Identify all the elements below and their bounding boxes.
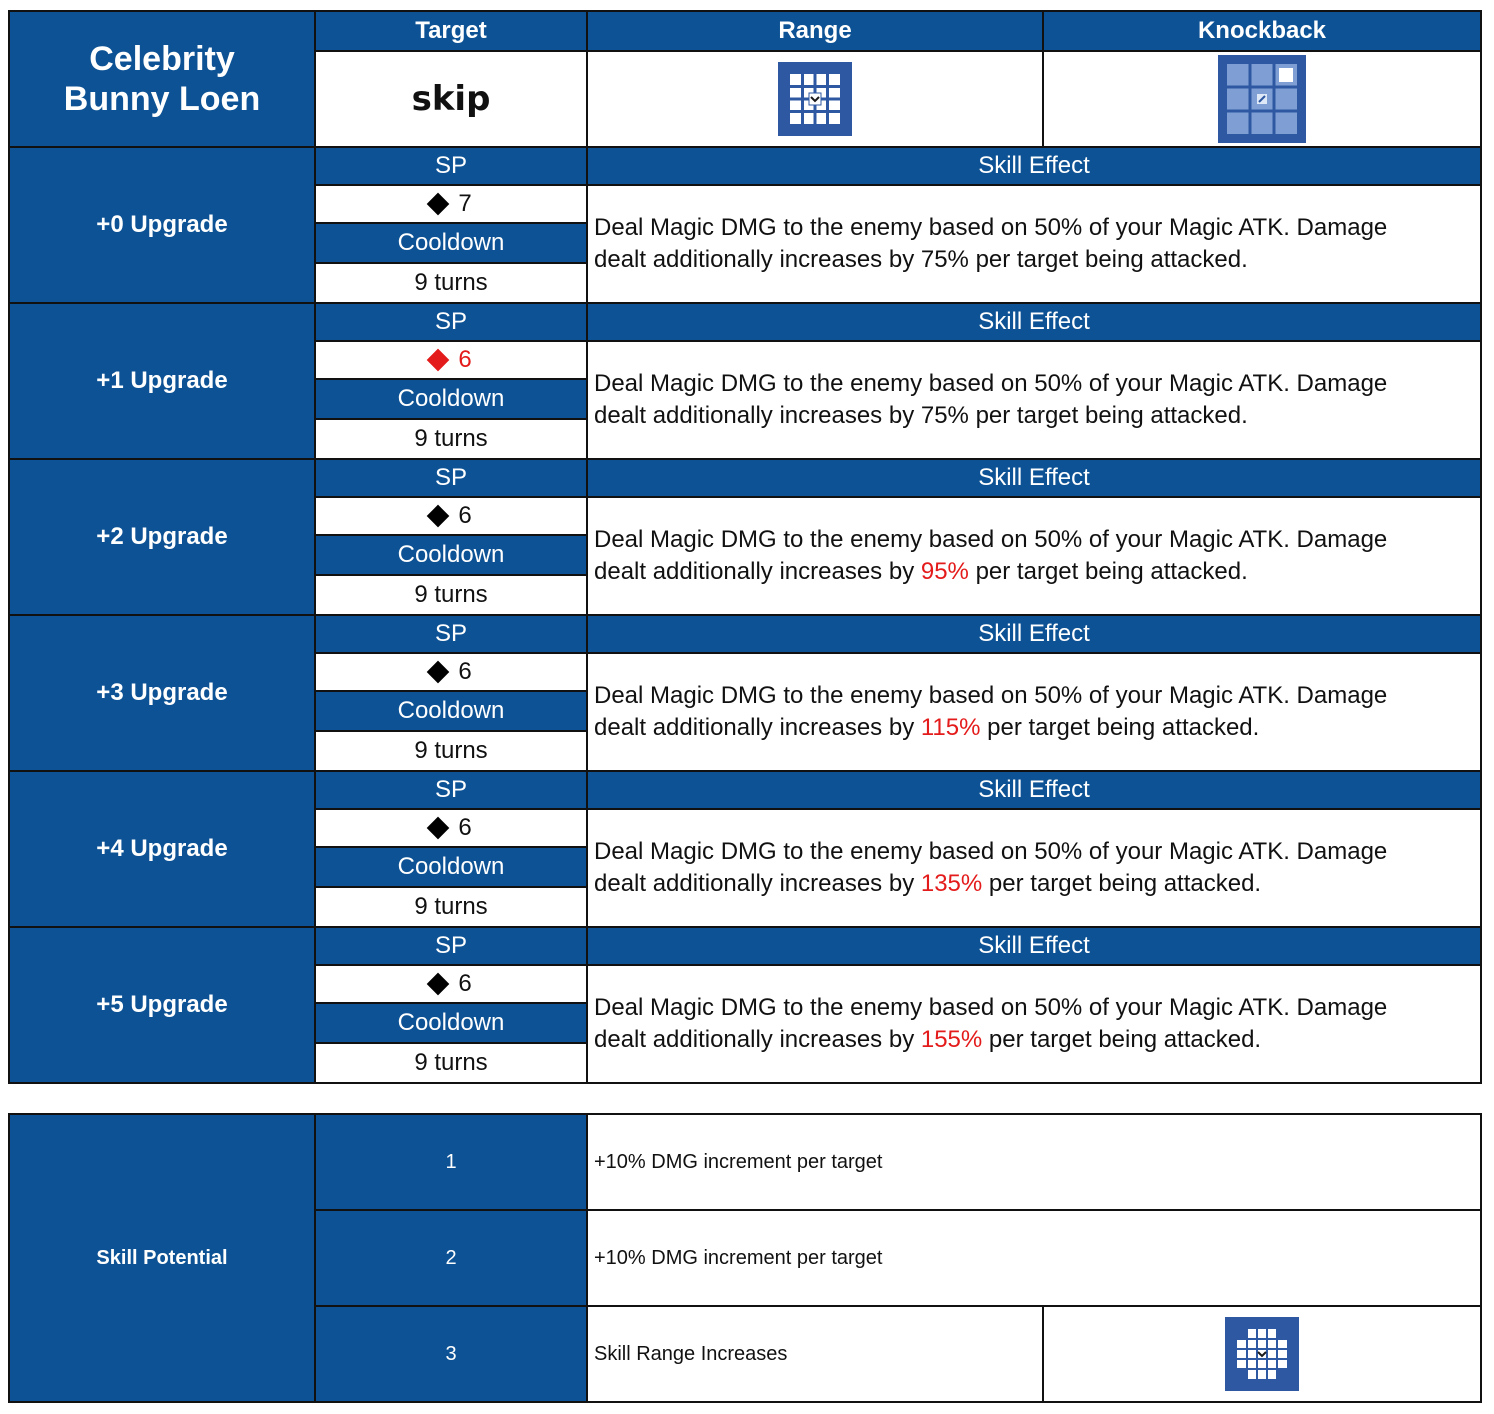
skill-effect-line-1: Deal Magic DMG to the enemy based on 50% of your Magic ATK. Damage: [594, 838, 1388, 865]
sp-value: 6: [458, 970, 472, 997]
col-header-target-label: Target: [415, 17, 487, 44]
skill-effect-percent: 115%: [920, 714, 981, 741]
cooldown-header: [314, 846, 588, 888]
skill-effect-pre: dealt additionally increases by: [594, 1026, 921, 1053]
cooldown-value-cell: [314, 886, 588, 928]
target-value: skip: [411, 79, 491, 119]
skill-effect-header: [586, 926, 1482, 966]
col-header-knockback-label: Knockback: [1197, 17, 1327, 44]
sp-header: [314, 302, 588, 342]
skill-effect-pre: dealt additionally increases by: [594, 246, 921, 273]
col-header-target: [314, 10, 588, 52]
potential-row-1-num: [314, 1113, 588, 1211]
cooldown-header-label: Cooldown: [397, 1009, 505, 1036]
cooldown-header: [314, 1002, 588, 1044]
cooldown-header-label: Cooldown: [397, 229, 505, 256]
skill-effect-percent: 135%: [920, 870, 983, 897]
cooldown-value: 9 turns: [414, 269, 488, 296]
col-header-knockback: [1042, 10, 1482, 52]
sp-header-label: SP: [434, 308, 467, 335]
sp-diamond-icon: [427, 349, 450, 372]
sp-header: [314, 146, 588, 186]
skill-effect-post: per target being attacked.: [968, 402, 1248, 429]
skill-potential-label-cell: [8, 1113, 316, 1403]
skill-effect-header-label: Skill Effect: [978, 620, 1090, 647]
upgrade-level-label: +3 Upgrade: [96, 679, 228, 706]
skill-effect-post: per target being attacked.: [982, 870, 1262, 897]
skill-effect-percent: 155%: [920, 1026, 983, 1053]
sp-value-cell: [314, 496, 588, 536]
sp-value: 6: [458, 502, 472, 529]
sp-value: 6: [458, 658, 472, 685]
skill-effect-line-1: Deal Magic DMG to the enemy based on 50% of your Magic ATK. Damage: [594, 994, 1388, 1021]
skill-effect-line-1: Deal Magic DMG to the enemy based on 50% of your Magic ATK. Damage: [594, 682, 1388, 709]
skill-effect-line-1: Deal Magic DMG to the enemy based on 50% of your Magic ATK. Damage: [594, 526, 1388, 553]
cooldown-value: 9 turns: [414, 1049, 488, 1076]
sp-header-label: SP: [434, 152, 467, 179]
skill-effect-percent: 95%: [920, 558, 969, 585]
cooldown-value: 9 turns: [414, 893, 488, 920]
sp-diamond-icon: [427, 661, 450, 684]
skill-effect-pre: dealt additionally increases by: [594, 558, 921, 585]
potential-row-2-text: [586, 1209, 1482, 1307]
skill-effect-cell: [586, 184, 1482, 304]
cooldown-value-cell: [314, 262, 588, 304]
cooldown-header-label: Cooldown: [397, 541, 505, 568]
sp-diamond-icon: [427, 193, 450, 216]
cooldown-header: [314, 690, 588, 732]
potential-row-1-text: [586, 1113, 1482, 1211]
sp-header-label: SP: [434, 464, 467, 491]
sp-value-cell: [314, 808, 588, 848]
skill-effect-header-label: Skill Effect: [978, 308, 1090, 335]
skill-effect-header-label: Skill Effect: [978, 152, 1090, 179]
skill-effect-header: [586, 614, 1482, 654]
potential-row-3-text: [586, 1305, 1044, 1403]
sp-value-cell: [314, 652, 588, 692]
skill-effect-header-label: Skill Effect: [978, 776, 1090, 803]
range-cell: [586, 50, 1044, 148]
upgrade-level-label: +2 Upgrade: [96, 523, 228, 550]
skill-effect-header: [586, 302, 1482, 342]
sp-diamond-icon: [427, 973, 450, 996]
cooldown-value-cell: [314, 418, 588, 460]
upgrade-level-cell: [8, 146, 316, 304]
upgrade-level-label: +0 Upgrade: [96, 211, 228, 238]
sp-header: [314, 458, 588, 498]
skill-effect-header-label: Skill Effect: [978, 464, 1090, 491]
skill-effect-header-label: Skill Effect: [978, 932, 1090, 959]
sp-header: [314, 770, 588, 810]
skill-potential-label: Skill Potential: [96, 1246, 228, 1269]
skill-effect-line-2: [594, 400, 1387, 432]
upgrade-level-cell: [8, 458, 316, 616]
sp-header-label: SP: [434, 932, 467, 959]
sp-diamond-icon: [427, 505, 450, 528]
skill-effect-line-1: Deal Magic DMG to the enemy based on 50% of your Magic ATK. Damage: [594, 214, 1388, 241]
col-header-range-label: Range: [778, 17, 852, 44]
sp-value-cell: [314, 964, 588, 1004]
skill-effect-header: [586, 458, 1482, 498]
cooldown-value-cell: [314, 574, 588, 616]
cooldown-header: [314, 222, 588, 264]
potential-num-3: 3: [445, 1342, 457, 1365]
range-grid-icon: [778, 62, 852, 136]
potential-num-1: 1: [445, 1150, 457, 1173]
sp-header-label: SP: [434, 776, 467, 803]
potential-text-3: Skill Range Increases: [594, 1342, 788, 1365]
skill-effect-line-2: [594, 244, 1387, 276]
skill-effect-pre: dealt additionally increases by: [594, 870, 921, 897]
potential-text-1: +10% DMG increment per target: [594, 1150, 883, 1173]
upgrade-level-label: +5 Upgrade: [96, 991, 228, 1018]
expanded-range-grid-icon: [1225, 1317, 1299, 1391]
target-value-cell: [314, 50, 588, 148]
skill-effect-cell: [586, 652, 1482, 772]
cooldown-header-label: Cooldown: [397, 385, 505, 412]
cooldown-value: 9 turns: [414, 581, 488, 608]
skill-effect-line-2: [594, 1024, 1387, 1056]
upgrade-level-cell: [8, 302, 316, 460]
character-name-cell: [8, 10, 316, 148]
cooldown-value: 9 turns: [414, 737, 488, 764]
cooldown-value-cell: [314, 1042, 588, 1084]
skill-effect-line-2: [594, 868, 1387, 900]
upgrade-level-cell: [8, 926, 316, 1084]
potential-num-2: 2: [445, 1246, 457, 1269]
skill-effect-post: per target being attacked.: [968, 558, 1248, 585]
cooldown-header-label: Cooldown: [397, 853, 505, 880]
cooldown-header: [314, 378, 588, 420]
skill-effect-percent: 75%: [920, 402, 969, 429]
sp-value: 6: [458, 346, 472, 373]
sp-header-label: SP: [434, 620, 467, 647]
skill-effect-cell: [586, 964, 1482, 1084]
skill-effect-post: per target being attacked.: [968, 246, 1248, 273]
skill-effect-cell: [586, 340, 1482, 460]
sp-diamond-icon: [427, 817, 450, 840]
col-header-range: [586, 10, 1044, 52]
skill-effect-line-2: [594, 556, 1387, 588]
skill-effect-post: per target being attacked.: [982, 1026, 1262, 1053]
sp-value-cell: [314, 184, 588, 224]
skill-effect-line-2: [594, 712, 1387, 744]
upgrade-level-cell: [8, 614, 316, 772]
sp-value-cell: [314, 340, 588, 380]
sp-value: 7: [458, 190, 472, 217]
potential-row-3-num: [314, 1305, 588, 1403]
potential-row-3-icon-cell: [1042, 1305, 1482, 1403]
skill-effect-post: per target being attacked.: [980, 714, 1260, 741]
skill-effect-line-1: Deal Magic DMG to the enemy based on 50% of your Magic ATK. Damage: [594, 370, 1388, 397]
upgrade-level-label: +1 Upgrade: [96, 367, 228, 394]
knockback-cell: [1042, 50, 1482, 148]
cooldown-header: [314, 534, 588, 576]
sp-header: [314, 926, 588, 966]
skill-effect-cell: [586, 808, 1482, 928]
sp-header: [314, 614, 588, 654]
cooldown-value-cell: [314, 730, 588, 772]
cooldown-header-label: Cooldown: [397, 697, 505, 724]
character-name: Celebrity Bunny Loen: [63, 40, 261, 118]
potential-row-2-num: [314, 1209, 588, 1307]
skill-effect-percent: 75%: [920, 246, 969, 273]
cooldown-value: 9 turns: [414, 425, 488, 452]
skill-effect-pre: dealt additionally increases by: [594, 714, 921, 741]
skill-effect-header: [586, 770, 1482, 810]
potential-text-2: +10% DMG increment per target: [594, 1246, 883, 1269]
upgrade-level-cell: [8, 770, 316, 928]
upgrade-level-label: +4 Upgrade: [96, 835, 228, 862]
skill-effect-pre: dealt additionally increases by: [594, 402, 921, 429]
skill-effect-header: [586, 146, 1482, 186]
skill-effect-cell: [586, 496, 1482, 616]
knockback-grid-icon: [1218, 55, 1306, 143]
sp-value: 6: [458, 814, 472, 841]
